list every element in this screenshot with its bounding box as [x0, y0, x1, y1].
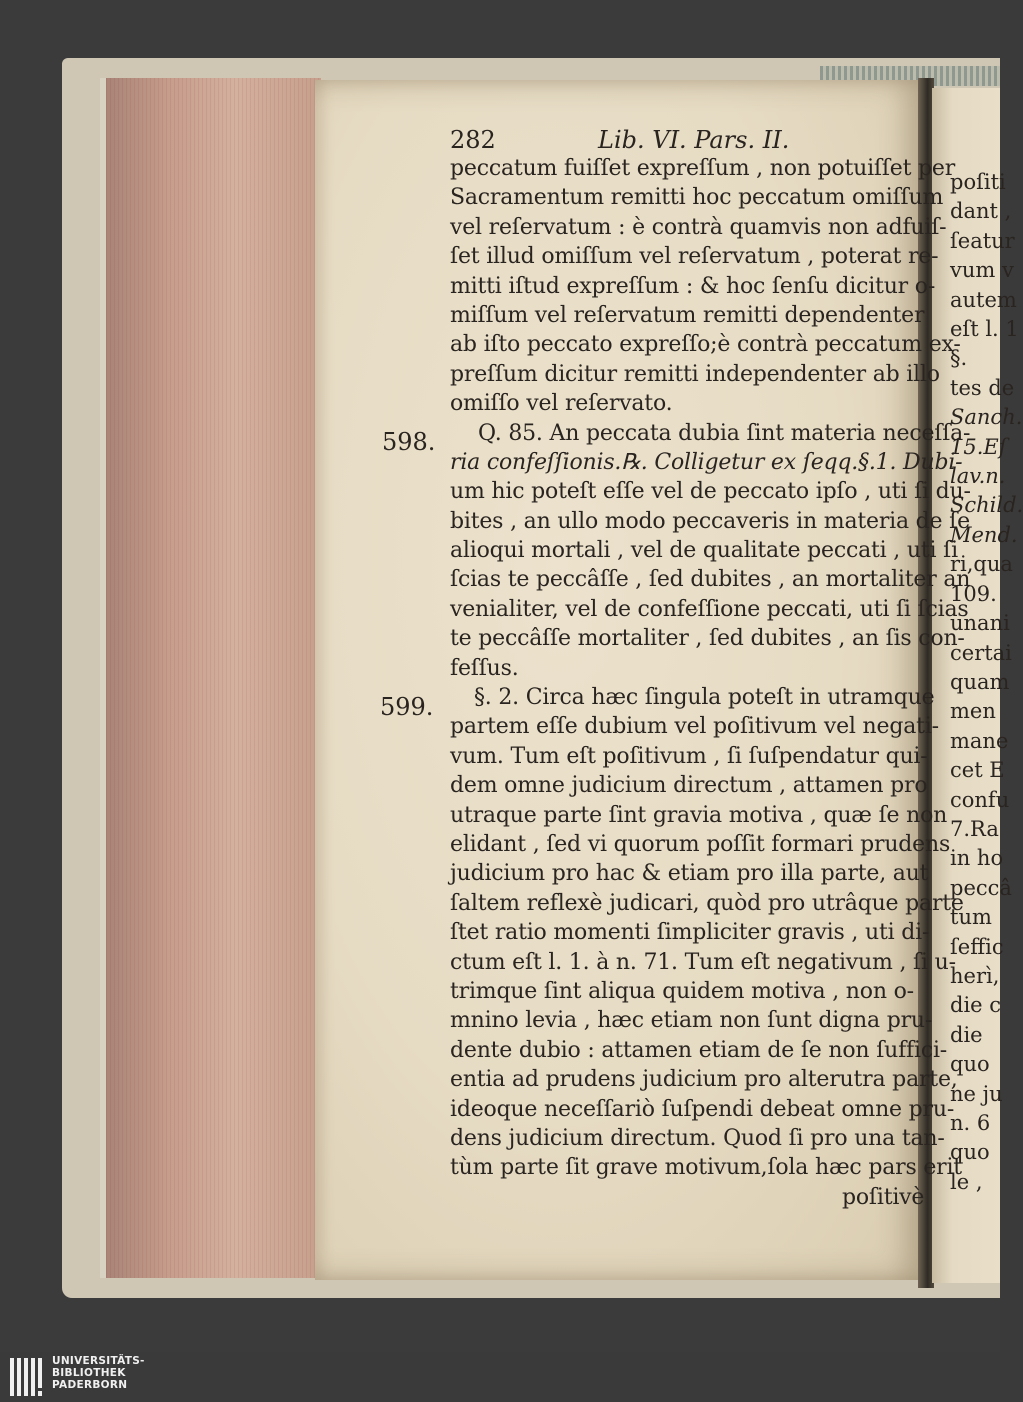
text-line: alioqui mortali , vel de qualitate peccati , uti ſi	[450, 538, 958, 564]
text-line: Sacramentum remitti hoc peccatum omiſſum	[450, 185, 944, 211]
question-heading: Q. 85. An peccata dubia ſint materia neceſſa-	[478, 420, 971, 446]
text-line: Schild.	[950, 493, 1023, 518]
text-line: certai	[950, 640, 1012, 665]
text-line: dant ,	[950, 199, 1012, 224]
text-line: miſſum vel reſervatum remitti dependenter	[450, 302, 925, 328]
text-line: quo	[950, 1052, 990, 1077]
text-line: eſt l. 1	[950, 317, 1019, 342]
text-line: entia ad prudens judicium pro alterutra parte,	[450, 1067, 958, 1093]
text-line: Sanch.	[950, 405, 1023, 430]
catchword: poſitivè	[842, 1184, 925, 1210]
running-title: Lib. VI. Pars. II.	[598, 126, 790, 154]
text-line: le ,	[950, 1169, 983, 1194]
paragraph-number: 599.	[380, 693, 434, 721]
text-line: cet E	[950, 758, 1005, 783]
library-name: UNIVERSITÄTS- BIBLIOTHEK PADERBORN	[52, 1355, 145, 1391]
text-line: ſcias te peccâſſe , ſed dubites , an mortaliter an	[450, 567, 971, 593]
library-logo-icon	[10, 1356, 44, 1398]
text-line: ne ju	[950, 1081, 1003, 1106]
text-line: ſeffic	[950, 934, 1004, 959]
text-line: ſeatur	[950, 228, 1015, 253]
text-line: ſtet ratio momenti ſimpliciter gravis , uti di-	[450, 920, 930, 946]
text-line: §.	[950, 346, 968, 371]
page-number: 282	[450, 126, 496, 154]
text-line: 109.	[950, 581, 997, 606]
text-line: preſſum dicitur remitti independenter ab illo	[450, 361, 940, 387]
text-line: um hic poteſt eſſe vel de peccato ipſo , uti ſi du-	[450, 479, 971, 505]
text-line: tes de	[950, 375, 1015, 400]
text-line: dente dubio : attamen etiam de ſe non ſuffici-	[450, 1037, 948, 1063]
text-line: judicium pro hac & etiam pro illa parte, aut	[450, 861, 929, 887]
text-line: mitti iſtud expreſſum : & hoc ſenſu dicitur o-	[450, 273, 936, 299]
text-line: te peccâſſe mortaliter , ſed dubites , an ſis con-	[450, 626, 965, 652]
text-line: Mend.	[950, 522, 1018, 547]
text-line: elidant , ſed vi quorum poſſit formari prudens	[450, 831, 951, 857]
text-line: peccatum fuiſſet expreſſum , non potuiſſet per	[450, 156, 956, 181]
text-line: utraque parte ſint gravia motiva , quæ ſe non	[450, 802, 948, 828]
text-line: ſaltem reflexè judicari, quòd pro utrâque parte	[450, 890, 964, 916]
text-line: ab iſto peccato expreſſo;è contrà peccatum ex-	[450, 332, 961, 358]
text-line: feſſus.	[450, 655, 519, 681]
text-line: quam	[950, 669, 1010, 694]
text-line: vel reſervatum : è contrà quamvis non adfuiſ-	[450, 214, 947, 240]
text-line: mane	[950, 728, 1009, 753]
text-line: tùm parte ſit grave motivum,ſola hæc pars erit	[450, 1155, 962, 1181]
text-line: omiſſo vel reſervato.	[450, 391, 673, 417]
text-line: 7.Ra	[950, 816, 999, 841]
text-line: mnino levia , hæc etiam non ſunt digna pru-	[450, 1008, 933, 1034]
text-line: ideoque neceſſariò ſuſpendi debeat omne pru-	[450, 1096, 955, 1122]
text-line: in ho	[950, 846, 1004, 871]
text-line: confu	[950, 787, 1010, 812]
text-line: lav.n.	[950, 464, 1006, 489]
text-line: men	[950, 699, 996, 724]
text-line: ctum eſt l. 1. à n. 71. Tum eſt negativum , ſi u-	[450, 949, 956, 975]
body-text	[450, 154, 971, 1212]
text-line: 15.Eſ	[950, 434, 1007, 459]
text-line: dem omne judicium directum , attamen pro	[450, 773, 928, 799]
section-heading: §. 2. Circa hæc ſingula poteſt in utramque	[474, 685, 935, 711]
text-line: vum. Tum eſt poſitivum , ſi ſuſpendatur qui-	[450, 743, 928, 769]
text-line: n. 6	[950, 1111, 991, 1135]
page-fore-edge	[100, 78, 321, 1278]
text-line: poſiti	[950, 170, 1006, 194]
text-line: die	[950, 1022, 983, 1047]
text-line: partem eſſe dubium vel poſitivum vel negati-	[450, 714, 939, 740]
text-line: ria confeſſionis.℞. Colligetur ex ſeqq.§.1. Dubi-	[450, 449, 963, 475]
paragraph-number: 598.	[382, 428, 436, 456]
text-line: bites , an ullo modo peccaveris in materia de ſe	[450, 508, 970, 534]
text-line: tum	[950, 905, 992, 930]
text-line: venialiter, vel de confeſſione peccati, uti ſi ſcias	[450, 596, 969, 622]
footer-bar	[0, 1352, 1000, 1402]
text-line: vum v	[950, 258, 1014, 283]
text-line: trimque ſint aliqua quidem motiva , non o-	[450, 978, 914, 1004]
text-line: die c	[950, 993, 1002, 1018]
text-line: unani	[950, 611, 1010, 636]
text-line: ri,qua	[950, 552, 1013, 577]
text-line: quo	[950, 1140, 990, 1165]
text-line: ſet illud omiſſum vel reſervatum , poterat re-	[450, 244, 939, 270]
right-page-text	[950, 168, 1023, 1197]
text-line: autem	[950, 287, 1017, 312]
text-line: herì,	[950, 963, 1000, 988]
text-line: peccâ	[950, 875, 1012, 900]
text-line: dens judicium directum. Quod ſi pro una tan-	[450, 1125, 945, 1151]
